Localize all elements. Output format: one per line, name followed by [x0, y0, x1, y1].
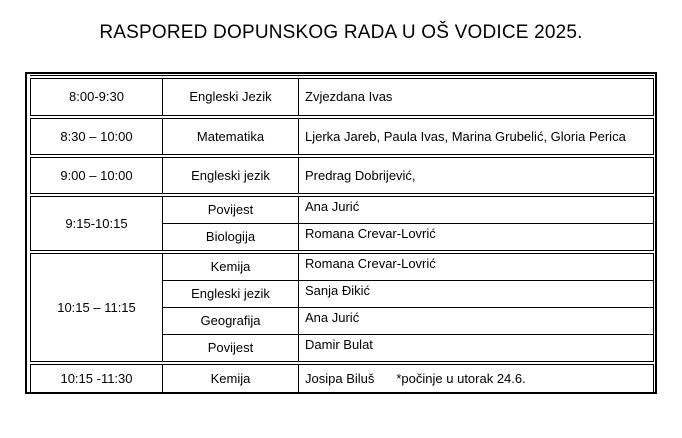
subject-cell: Biologija — [163, 224, 299, 253]
subject-cell: Geografija — [163, 308, 299, 335]
page-title: RASPORED DOPUNSKOG RADA U OŠ VODICE 2025. — [99, 22, 583, 43]
subject-cell: Povijest — [163, 335, 299, 364]
teacher-cell: Sanja Đikić — [299, 281, 654, 308]
schedule-table — [30, 75, 654, 394]
subject-cell: Kemija — [163, 252, 299, 281]
time-cell: 8:00-9:30 — [31, 77, 163, 117]
teacher-cell: Predrag Dobrijević, — [299, 156, 654, 195]
subject-cell: Engleski Jezik — [163, 77, 299, 117]
teacher-cell: Ana Jurić — [299, 195, 654, 224]
subject-cell: Povijest — [163, 195, 299, 224]
time-cell: 10:15 -11:30 — [31, 363, 163, 394]
time-cell: 10:15 – 11:15 — [31, 252, 163, 363]
table-row — [31, 77, 654, 117]
table-row — [31, 156, 654, 195]
teacher-cell: Romana Crevar-Lovrić — [299, 252, 654, 281]
start-note: *počinje u utorak 24.6. — [396, 371, 526, 386]
subject-cell: Kemija — [163, 363, 299, 394]
subject-cell: Engleski jezik — [163, 156, 299, 195]
table-row — [31, 252, 654, 281]
subject-cell: Engleski jezik — [163, 281, 299, 308]
table-row — [31, 195, 654, 224]
subject-cell: Matematika — [163, 117, 299, 156]
teacher-name: Josipa Biluš — [305, 371, 375, 386]
time-cell: 9:15-10:15 — [31, 195, 163, 252]
time-cell: 9:00 – 10:00 — [31, 156, 163, 195]
teacher-cell — [299, 363, 654, 394]
teacher-cell: Ljerka Jareb, Paula Ivas, Marina Grubelić, Gloria Perica — [299, 117, 654, 156]
table-row — [31, 117, 654, 156]
teacher-cell: Damir Bulat — [299, 335, 654, 364]
time-cell: 8:30 – 10:00 — [31, 117, 163, 156]
teacher-cell: Zvjezdana Ivas — [299, 77, 654, 117]
table-row — [31, 363, 654, 394]
teacher-cell: Romana Crevar-Lovrić — [299, 224, 654, 253]
teacher-cell: Ana Jurić — [299, 308, 654, 335]
